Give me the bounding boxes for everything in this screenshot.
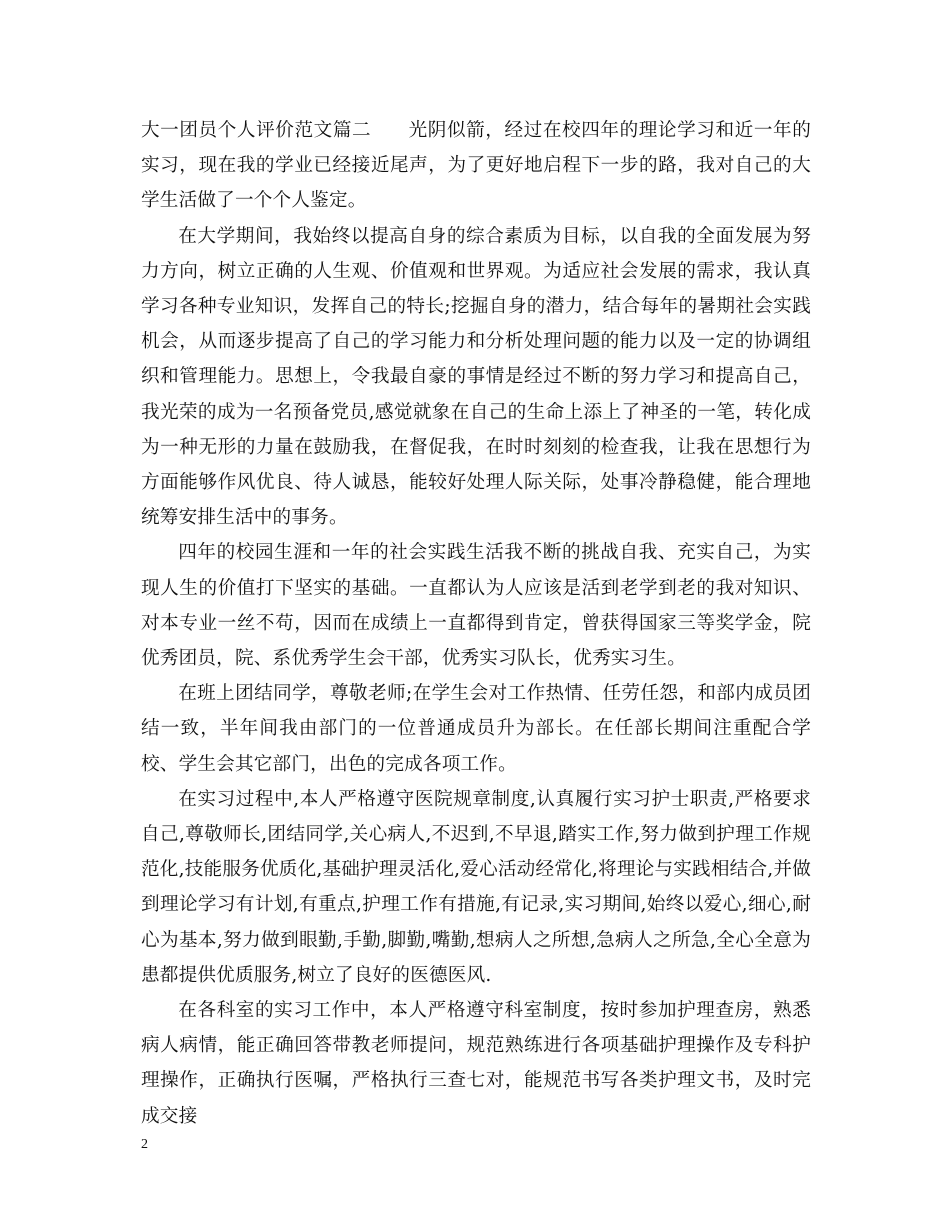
paragraph-campus-life: 四年的校园生涯和一年的社会实践生活我不断的挑战自我、充实自己，为实现人生的价值打下坚实的基础。一直都认为人应该是活到老学到老的我对知识、对本专业一丝不苟，因而在成绩上一直都得到肯定，曾获得国家三等奖学金，院优秀团员，院、系优秀学生会干部，优秀实习队长，优秀实习生。 bbox=[141, 542, 811, 670]
opening-paragraph bbox=[141, 113, 811, 219]
page-number: 2 bbox=[141, 1137, 148, 1152]
opening-text: 光阴似箭，经过在校四年的理论学习和近一年的实习，现在我的学业已经接近尾声，为了更好地启程下一步的路，我对自己的大学生活做了一个个人鉴定。 bbox=[141, 120, 812, 212]
paragraph-department-internship: 在各科室的实习工作中，本人严格遵守科室制度，按时参加护理查房，熟悉病人病情，能正确回答带教老师提问，规范熟练进行各项基础护理操作及专科护理操作，正确执行医嘱，严格执行三查七对，能规范书写各类护理文书，及时完成交接 bbox=[141, 1000, 811, 1127]
document-title: 大一团员个人评价范文篇二 bbox=[141, 120, 372, 141]
document-body bbox=[141, 113, 811, 1134]
paragraph-class-and-union: 在班上团结同学，尊敬老师;在学生会对工作热情、任劳任怨，和部内成员团结一致，半年间我由部门的一位普通成员升为部长。在任部长期间注重配合学校、学生会其它部门，出色的完成各项工作。 bbox=[141, 683, 811, 775]
paragraph-university-period: 在大学期间，我始终以提高自身的综合素质为目标，以自我的全面发展为努力方向，树立正确的人生观、价值观和世界观。为适应社会发展的需求，我认真学习各种专业知识，发挥自己的特长;挖掘自身的潜力，结合每年的暑期社会实践机会，从而逐步提高了自己的学习能力和分析处理问题的能力以及一定的协调组织和管理能力。思想上，令我最自豪的事情是经过不断的努力学习和提高自己，我光荣的成为一名预备党员,感觉就象在自己的生命上添上了神圣的一笔，转化成为一种无形的力量在鼓励我，在督促我，在时时刻刻的检查我，让我在思想行为方面能够作风优良、待人诚恳，能较好处理人际关际，处事冷静稳健，能合理地统筹安排生活中的事务。 bbox=[141, 225, 811, 529]
paragraph-internship-process: 在实习过程中,本人严格遵守医院规章制度,认真履行实习护士职责,严格要求自己,尊敬师长,团结同学,关心病人,不迟到,不早退,踏实工作,努力做到护理工作规范化,技能服务优质化,基础护理灵活化,爱心活动经常化,将理论与实践相结合,并做到理论学习有计划,有重点,护理工作有措施,有记录,实习期间,始终以爱心,细心,耐心为基本,努力做到眼勤,手勤,脚勤,嘴勤,想病人之所想,急病人之所急,全心全意为患都提供优质服务,树立了良好的医德医风. bbox=[141, 788, 811, 986]
